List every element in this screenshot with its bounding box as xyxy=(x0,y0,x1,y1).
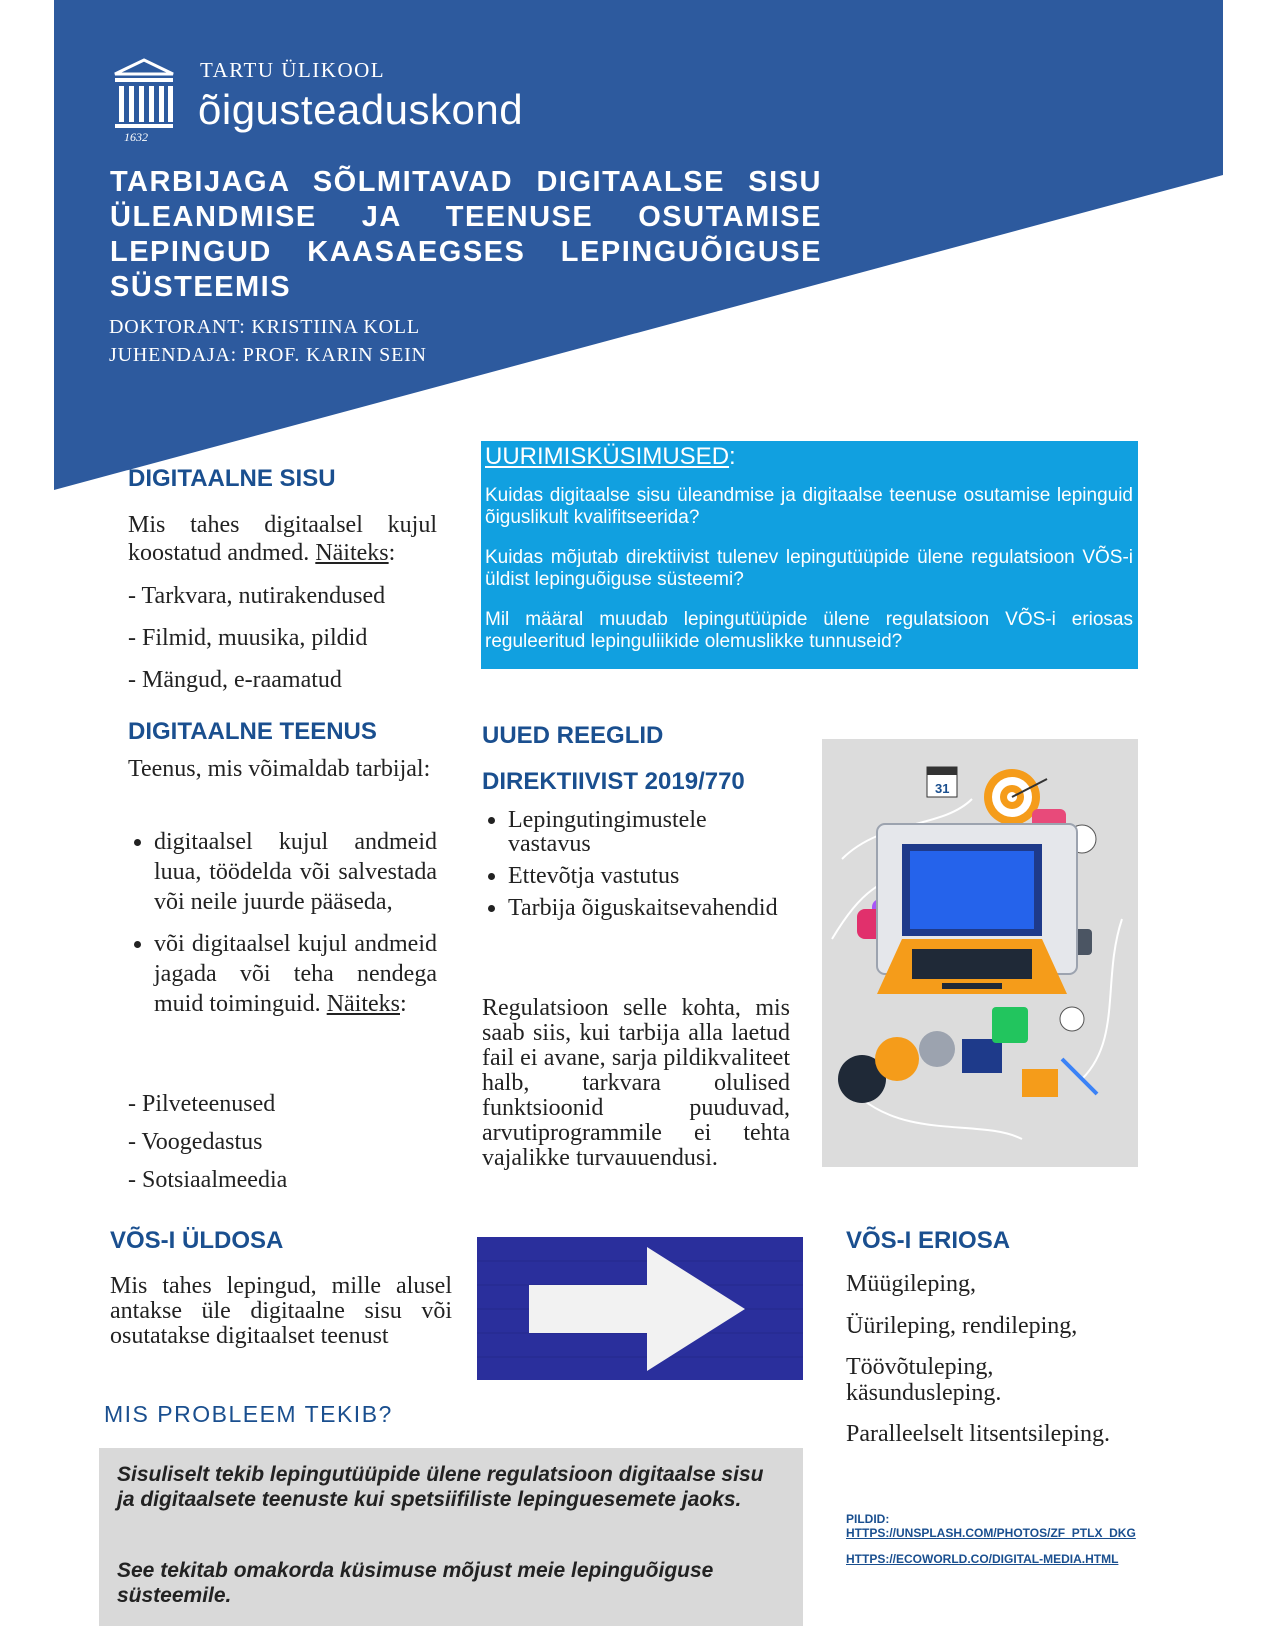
examples-label: Näiteks xyxy=(326,991,400,1017)
examples-label: Näiteks xyxy=(315,540,389,566)
list-item: Üürileping, rendileping, xyxy=(846,1313,1078,1339)
digital-content-heading: DIGITAALNE SISU xyxy=(128,465,336,492)
list-item: • Lepingutingimustele vastavus xyxy=(508,808,782,856)
research-question-2: Kuidas mõjutab direktiivist tulenev lepingutüüpide ülene regulatsioon VÕS-i üldist lepinguõiguse süsteemi? xyxy=(485,547,1133,590)
examples-colon: : xyxy=(388,540,396,566)
research-question-1: Kuidas digitaalse sisu üleandmise ja digitaalse teenuse osutamise lepinguid õiguslikult kvalifitseerida? xyxy=(485,485,1133,528)
laptop-icon xyxy=(877,824,1077,994)
digital-service-bullets xyxy=(128,827,437,1031)
digital-content-intro-text: Mis tahes digitaalsel kujul koostatud andmed. xyxy=(128,512,437,566)
new-rules-paragraph: Regulatsioon selle kohta, mis saab siis, kui tarbija alla laetud fail ei avane, sarja pildikvaliteet halb, tarkvara olulised funktsioonid puuduvad, arvutiprogrammile ei tehta vajalikke turvauuendusi. xyxy=(482,995,790,1171)
problem-heading: MIS PROBLEEM TEKIB? xyxy=(104,1401,393,1427)
special-part-heading: VÕS-I ERIOSA xyxy=(846,1227,1011,1254)
credits-label: PILDID: xyxy=(846,1512,890,1526)
digital-media-illustration xyxy=(822,739,1138,1167)
bullet-2-text: või digitaalsel kujul andmeid jagada või teha nendega muid toiminguid. xyxy=(154,931,437,1017)
list-item: - Sotsiaalmeedia xyxy=(128,1167,288,1193)
list-item: - Mängud, e-raamatud xyxy=(128,667,342,693)
university-name: TARTU ÜLIKOOL xyxy=(200,58,386,82)
research-questions-colon: : xyxy=(729,443,736,470)
list-item: • Tarbija õiguskaitsevahendid xyxy=(508,896,782,920)
poster-title: TARBIJAGA SÕLMITAVAD DIGITAALSE SISU ÜLEANDMISE JA TEENUSE OSUTAMISE LEPINGUD KAASAEGSES LEPINGUÕIGUSE SÜSTEEMIS xyxy=(110,166,822,303)
doctoral-student: DOKTORANT: KRISTIINA KOLL xyxy=(109,316,420,338)
list-item: • Ettevõtja vastutus xyxy=(508,864,782,888)
digital-service-heading: DIGITAALNE TEENUS xyxy=(128,718,377,745)
examples-colon: : xyxy=(400,991,407,1017)
general-part-heading: VÕS-I ÜLDOSA xyxy=(110,1227,284,1254)
list-item: - Pilveteenused xyxy=(128,1091,276,1117)
digital-service-list xyxy=(128,1090,437,1204)
credit-link-ecoworld[interactable]: HTTPS://ECOWORLD.CO/DIGITAL-MEDIA.HTML xyxy=(846,1552,1119,1566)
list-item: - Filmid, muusika, pildid xyxy=(128,625,368,651)
list-item: - Tarkvara, nutirakendused xyxy=(128,583,386,609)
list-item xyxy=(154,929,437,1019)
arrow-image xyxy=(477,1237,803,1380)
supervisor: JUHENDAJA: PROF. KARIN SEIN xyxy=(109,344,427,366)
digital-content-intro xyxy=(128,511,437,567)
research-questions-title-text: UURIMISKÜSIMUSED xyxy=(485,443,730,470)
general-part-text: Mis tahes lepingud, mille alusel antakse üle digitaalne sisu või osutatakse digitaalset teenust xyxy=(110,1273,452,1349)
list-item: - Voogedastus xyxy=(128,1129,263,1155)
problem-text-1: Sisuliselt tekib lepingutüüpide ülene regulatsioon digitaalse sisu ja digitaalsete teenuste kui spetsiifiliste lepinguesemete jaoks. xyxy=(117,1463,764,1511)
svg-text:31: 31 xyxy=(935,781,950,796)
faculty-name: õigusteaduskond xyxy=(198,86,524,133)
research-questions-box xyxy=(481,441,1138,669)
new-rules-heading: UUED REEGLID xyxy=(482,722,664,749)
digital-content-list xyxy=(128,582,437,708)
list-item: • digitaalsel kujul andmeid luua, töödelda või salvestada või neile juurde pääseda, xyxy=(154,827,437,917)
special-part-list xyxy=(846,1270,1146,1462)
directive-heading: DIREKTIIVIST 2019/770 xyxy=(482,768,745,795)
image-credits xyxy=(846,1512,1166,1566)
research-question-3: Mil määral muudab lepingutüüpide ülene regulatsioon VÕS-i eriosas reguleeritud lepinguliikide olemuslikke tunnuseid? xyxy=(485,609,1133,652)
problem-text-2: See tekitab omakorda küsimuse mõjust meie lepinguõiguse süsteemile. xyxy=(117,1559,714,1607)
problem-box xyxy=(99,1448,803,1626)
list-item: Müügileping, xyxy=(846,1271,976,1297)
research-questions-title xyxy=(485,443,736,471)
digital-service-intro: Teenus, mis võimaldab tarbijal: xyxy=(128,756,431,782)
list-item: Paralleelselt litsentsileping. xyxy=(846,1421,1110,1447)
logo-year: 1632 xyxy=(124,130,148,144)
credit-link-unsplash[interactable]: HTTPS://UNSPLASH.COM/PHOTOS/ZF_PTLX_DKG xyxy=(846,1526,1136,1540)
new-rules-bullets xyxy=(482,808,782,928)
calendar-icon xyxy=(927,767,957,797)
list-item: Töövõtuleping, käsundusleping. xyxy=(846,1354,1002,1406)
